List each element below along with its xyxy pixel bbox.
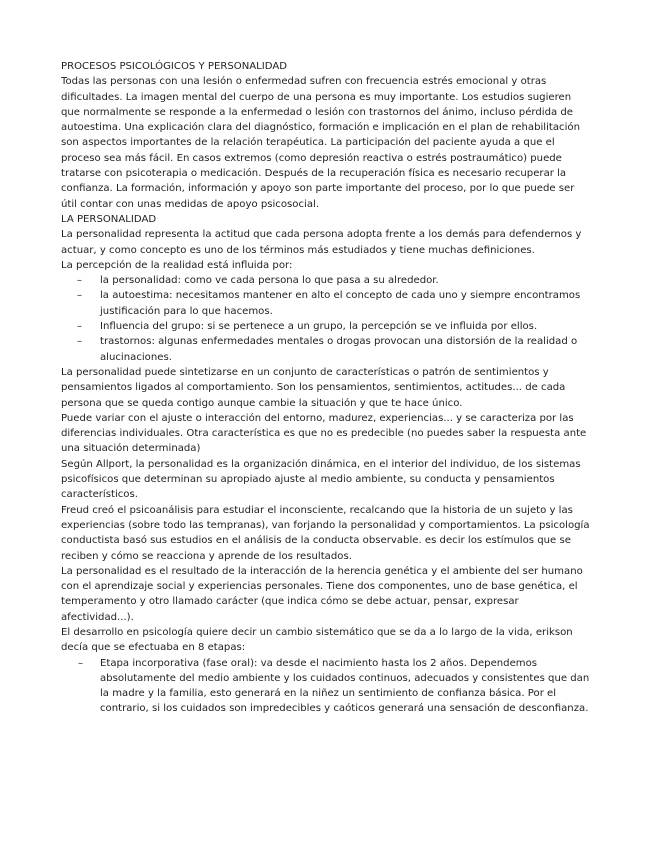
document-title: PROCESOS PSICOLÓGICOS Y PERSONALIDAD [61, 61, 288, 72]
document-body [61, 59, 593, 717]
paragraph-synthesis: La personalidad puede sintetizarse en un conjunto de características o patrón de sentimientos y pensamientos ligados al comportamiento. Son los pensamientos, sentimientos, actitudes... de cada persona que se queda contigo aunque cambie la situación y que te hace único. [61, 366, 566, 409]
paragraph-variation: Puede variar con el ajuste o interacción del entorno, madurez, experiencias... y se caracteriza por las diferencias individuales. Otra característica es que no es predecible (no puedes saber la respuesta ante una situación determinada) [61, 412, 587, 455]
list-item: – Influencia del grupo: si se pertenece a un grupo, la percepción se ve influida por ellos. [61, 319, 593, 334]
personality-definition: La personalidad representa la actitud que cada persona adopta frente a los demás para defendernos y actuar, y como concepto es uno de los términos más estudiados y tiene muchas definiciones. [61, 229, 582, 256]
paragraph-freud: Freud creó el psicoanálisis para estudiar el inconsciente, recalcando que la historia de un sujeto y las experiencias (sobre todo las tempranas), van forjando la personalidad y comportamientos. La psicología conductista basó sus estudios en el análisis de la conducta observable. es decir los estímulos que se reciben y cómo se reacciona y aprende de los resultados. [61, 504, 590, 562]
intro-paragraph: Todas las personas con una lesión o enfermedad sufren con frecuencia estrés emocional y otras dificultades. La imagen mental del cuerpo de una persona es muy importante. Los estudios sugieren que normalmente se responde a la enfermedad o lesión con trastornos del ánimo, incluso pérdida de autoestima. Una explicación clara del diagnóstico, formación e implicación en el plan de rehabilitación son aspectos importantes de la relación terapéutica. La participación del paciente ayuda a que el proceso sea más fácil. En casos extremos (como depresión reactiva o estrés postraumático) puede tratarse con psicoterapia o medicación. Después de la recuperación física es necesario recuperar la confianza. La formación, información y apoyo son parte importante del proceso, por lo que puede ser útil contar con unas medidas de apoyo psicosocial. [61, 76, 580, 210]
section-heading: LA PERSONALIDAD [61, 213, 157, 225]
paragraph-heredity: La personalidad es el resultado de la interacción de la herencia genética y el ambiente del ser humano con el aprendizaje social y experiencias personales. Tiene dos componentes, uno de base genética, el temperamento y otro llamado carácter (que indica cómo se debe actuar, pensar, expresar afectividad...). [61, 565, 583, 623]
stages-list [61, 656, 593, 717]
paragraph-allport: Según Allport, la personalidad es la organización dinámica, en el interior del individuo, de los sistemas psicofísicos que determinan su apropiado ajuste al medio ambiente, su conducta y pensamientos característicos. [61, 458, 581, 501]
list-item: – la autoestima: necesitamos mantener en alto el concepto de cada uno y siempre encontramos justificación para lo que hacemos. [61, 288, 593, 319]
perception-list [61, 273, 593, 365]
list-item: – trastornos: algunas enfermedades mentales o drogas provocan una distorsión de la realidad o alucinaciones. [61, 334, 593, 365]
paragraph-development: El desarrollo en psicología quiere decir un cambio sistemático que se da a lo largo de la vida, erikson decía que se efectuaba en 8 etapas: [61, 626, 573, 654]
list-item: – Etapa incorporativa (fase oral): va desde el nacimiento hasta los 2 años. Dependemos absolutamente del medio ambiente y los cuidados continuos, adecuados y consistentes que dan la madre y la familia, esto generará en la niñez un sentimiento de confianza básica. Por el contrario, si los cuidados son impredecibles y caóticos generará una sensación de desconfianza. [61, 656, 593, 717]
perception-intro: La percepción de la realidad está influida por: [61, 259, 293, 271]
list-item: – la personalidad: como ve cada persona lo que pasa a su alrededor. [61, 273, 593, 288]
